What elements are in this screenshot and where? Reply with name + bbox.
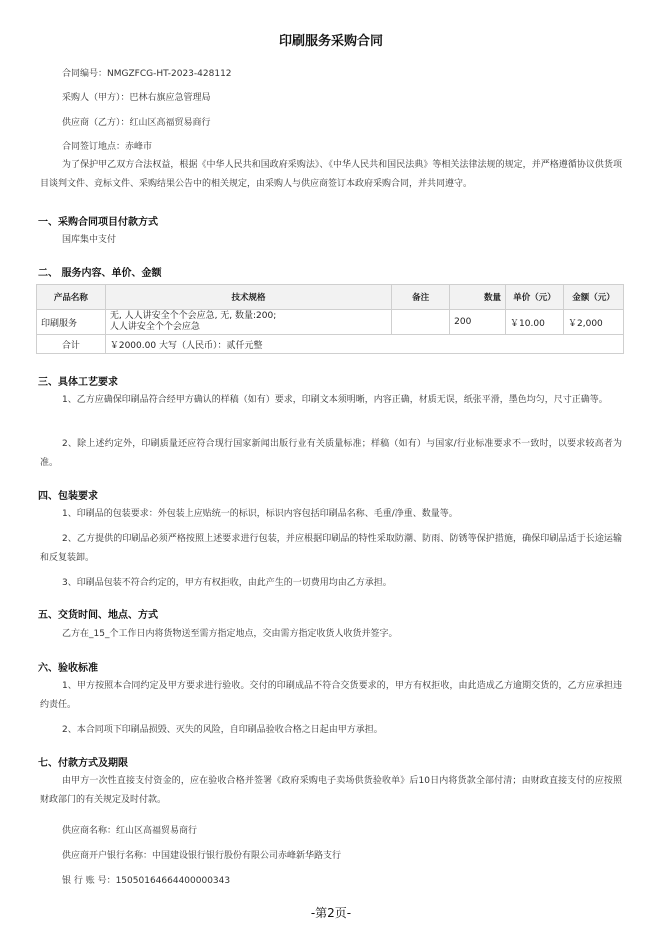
section-6-item-1: 1、甲方按照本合同约定及甲方要求进行验收。交付的印刷成品不符合交货要求的，甲方有权拒收，由此造成乙方逾期交货的，乙方应承担违约责任。 (40, 681, 622, 710)
header-note: 备注 (392, 285, 450, 310)
section-7-text: 由甲方一次性直接支付资金的，应在验收合格并签署《政府采购电子卖场供货验收单》后10日内将货款全部付清；由财政直接支付的应按照财政部门的有关规定及时付款。 (40, 776, 622, 805)
cell-note (392, 310, 450, 335)
section-3-item-2: 2、除上述约定外，印刷质量还应符合现行国家新闻出版行业有关质量标准；样稿（如有）与国家/行业标准要求不一致时，以要求较高者为准。 (40, 439, 622, 468)
header-qty: 数量 (450, 285, 506, 310)
header-product: 产品名称 (37, 285, 106, 310)
section-6-item-2: 2、本合同项下印刷品损毁、灭失的风险，自印刷品验收合格之日起由甲方承担。 (62, 725, 383, 735)
header-price: 单价（元） (506, 285, 564, 310)
cell-qty: 200 (450, 310, 506, 335)
cell-amount: ￥2,000 (564, 310, 624, 335)
intro-paragraph: 为了保护甲乙双方合法权益，根据《中华人民共和国政府采购法》、《中华人民共和国民法典》等相关法律法规的规定，并严格遵循协议供货项目谈判文件、竞标文件、采购结果公告中的相关规定，由采购人与供应商签订本政府采购合同，并共同遵守。 (40, 160, 622, 189)
cell-price: ￥10.00 (506, 310, 564, 335)
section-4-item-2: 2、乙方提供的印刷品必须严格按照上述要求进行包装，并应根据印刷品的特性采取防潮、防雨、防锈等保护措施，确保印刷品适于长途运输和反复装卸。 (40, 534, 622, 563)
section-2-heading: 二、 服务内容、单价、金额 (38, 268, 162, 279)
table-row (37, 310, 624, 335)
buyer-line: 采购人（甲方）：巴林右旗应急管理局 (62, 93, 211, 103)
bank-account: 银 行 账 号：15050164664400000343 (62, 876, 231, 886)
supplier-line: 供应商（乙方）：红山区高福贸易商行 (62, 118, 211, 128)
signing-place: 合同签订地点：赤峰市 (62, 142, 153, 152)
section-5-heading: 五、交货时间、地点、方式 (38, 610, 158, 621)
section-4-item-3: 3、印刷品包装不符合约定的，甲方有权拒收，由此产生的一切费用均由乙方承担。 (62, 578, 392, 588)
section-4-item-1: 1、印刷品的包装要求：外包装上应贴统一的标识，标识内容包括印刷品名称、毛重/净重、数量等。 (62, 509, 458, 519)
supplier-name: 供应商名称：红山区高福贸易商行 (62, 826, 198, 836)
table-sum-row (37, 335, 624, 354)
supplier-bank: 供应商开户银行名称：中国建设银行银行股份有限公司赤峰新华路支行 (62, 851, 342, 861)
service-table (36, 284, 624, 354)
section-5-text: 乙方在_15_个工作日内将货物送至需方指定地点，交由需方指定收货人收货并签字。 (62, 629, 398, 639)
contract-number: 合同编号：NMGZFCG-HT-2023-428112 (62, 69, 232, 79)
header-amount: 金额（元） (564, 285, 624, 310)
section-1-heading: 一、采购合同项目付款方式 (38, 217, 158, 228)
header-spec: 技术规格 (105, 285, 391, 310)
section-7-heading: 七、付款方式及期限 (38, 758, 128, 769)
spec-line-1: 无, 人人讲安全个个会应急, 无, 数量:200; (109, 311, 277, 321)
section-3-heading: 三、具体工艺要求 (38, 377, 118, 388)
cell-spec (105, 310, 391, 335)
section-4-heading: 四、包装要求 (38, 491, 98, 502)
page-number: -第2页- (310, 906, 352, 920)
table-header-row (37, 285, 624, 310)
spec-line-2: 人人讲安全个个会应急 (109, 322, 200, 332)
section-3-item-1: 1、乙方应确保印刷品符合经甲方确认的样稿（如有）要求，印刷文本须明晰，内容正确，材质无误，纸张平滑，墨色均匀，尺寸正确等。 (62, 395, 608, 405)
section-1-text: 国库集中支付 (62, 235, 117, 245)
cell-sum-value: ￥2000.00 大写（人民币）：贰仟元整 (105, 335, 623, 354)
page-title: 印刷服务采购合同 (278, 34, 383, 49)
section-6-heading: 六、验收标准 (38, 663, 98, 674)
cell-product: 印刷服务 (37, 310, 106, 335)
cell-sum-label: 合计 (37, 335, 106, 354)
